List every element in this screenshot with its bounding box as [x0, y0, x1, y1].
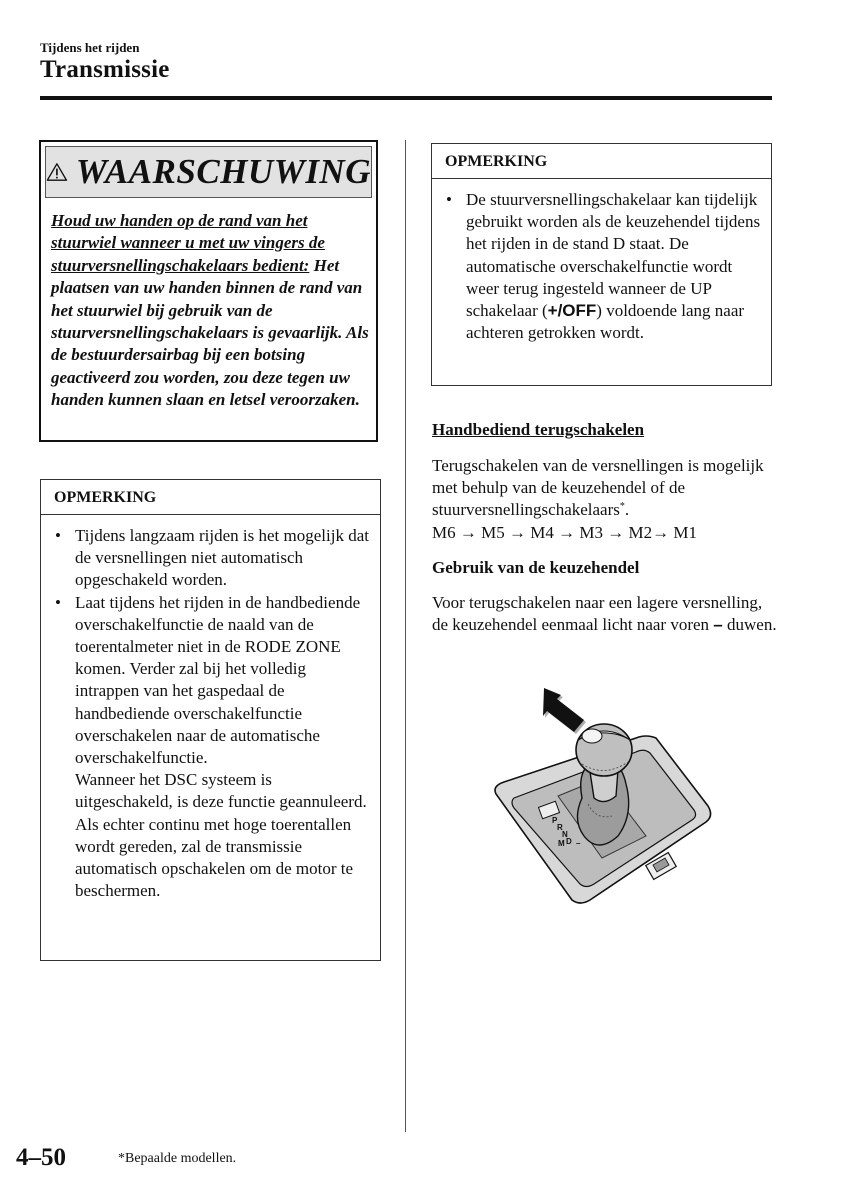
lever-use-end: duwen. — [727, 615, 777, 635]
warning-header — [45, 146, 372, 198]
manual-downshift-heading: Handbediend terugschakelen — [432, 420, 645, 439]
gate-letter: D — [566, 837, 572, 846]
note-heading: OPMERKING — [432, 144, 771, 179]
gate-letter: P — [552, 816, 558, 825]
minus-sign: – — [576, 839, 581, 848]
footnote: *Bepaalde modellen. — [118, 1151, 237, 1166]
page-title: Transmissie — [40, 56, 170, 83]
forward-arrow-icon — [543, 688, 586, 734]
gate-letter: M — [558, 839, 565, 848]
gear-sequence: M6 → M5 → M4 → M3 → M2→ M1 — [432, 522, 697, 542]
gate-letter: R — [557, 823, 563, 832]
up-switch-symbol: +/OFF — [547, 301, 597, 321]
page-number: 4–50 — [16, 1144, 66, 1171]
note-body — [432, 179, 771, 344]
list-item — [55, 525, 370, 592]
note-box-left — [40, 479, 381, 961]
bullet-dot: • — [55, 592, 61, 612]
sentence-end: . — [624, 500, 630, 520]
bullet-text-main: Laat tijdens het rijden in de handbediende overschakelfunctie de naald van de toerentalmeter niet in de RODE ZONE komen. Verder zal bij het volledig intrappen van het gaspedaal de handbediende overschakelfunctie overschakelen naar de automatische overschakelfunctie. — [75, 592, 361, 768]
bullet-dot: • — [446, 190, 452, 209]
note-body — [41, 515, 380, 902]
gate-letter: N — [562, 830, 568, 839]
warning-title: WAARSCHUWING — [75, 152, 371, 191]
footnote-marker: * — [619, 501, 625, 513]
list-item — [446, 189, 761, 344]
note-box-right — [431, 143, 772, 386]
manual-downshift-text — [432, 455, 777, 544]
lever-use-heading: Gebruik van de keuzehendel — [432, 558, 640, 577]
list-item — [55, 592, 370, 903]
warning-box — [39, 140, 378, 442]
lever-use-body: Voor terugschakelen naar een lagere versnelling, de keuzehendel eenmaal licht naar voren — [432, 593, 763, 635]
title-rule — [40, 96, 772, 100]
column-divider — [405, 140, 406, 1132]
note-heading: OPMERKING — [41, 480, 380, 515]
manual-downshift-body: Terugschakelen van de versnellingen is mogelijk met behulp van de keuzehendel of de stuurversnellingschakelaars — [432, 456, 764, 520]
warning-body-text: Het plaatsen van uw handen binnen de rand van het stuurwiel bij gebruik van de stuurversnellingschakelaars is gevaarlijk. Als de bestuurdersairbag bij een botsing geactiveerd zou worden, zou deze tegen uw handen kunnen slaan en letsel veroorzaken. — [51, 255, 369, 410]
bullet-text — [466, 189, 761, 344]
bullet-text-after: ) voldoende lang naar achteren getrokken wordt. — [466, 301, 745, 343]
gear-lever-illustration — [486, 686, 718, 906]
warning-underlined-text: Houd uw handen op de rand van het stuurwiel wanneer u met uw vingers de stuurversnellingschakelaars bedient: — [51, 211, 325, 275]
bullet-text-before: De stuurversnellingschakelaar kan tijdelijk gebruikt worden als de keuzehendel tijdens het rijden in de stand D staat. De automatische overschakelfunctie wordt weer terug ingesteld wanneer de UP schakelaar ( — [466, 190, 761, 321]
bullet-text — [75, 592, 370, 903]
minus-symbol: – — [713, 615, 723, 635]
warning-text — [51, 210, 376, 412]
warning-triangle-icon — [46, 158, 68, 186]
lever-use-text — [432, 592, 777, 636]
bullet-dot: • — [55, 526, 61, 545]
bullet-continuation: Wanneer het DSC systeem is uitgeschakeld, is deze functie geannuleerd. Als echter continu met hoge toerentallen wordt gereden, zal de transmissie automatisch opschakelen om de motor te beschermen. — [75, 770, 367, 901]
section-label: Tijdens het rijden — [40, 40, 140, 55]
bullet-text: Tijdens langzaam rijden is het mogelijk dat de versnellingen niet automatisch opgeschakeld worden. — [75, 526, 369, 590]
